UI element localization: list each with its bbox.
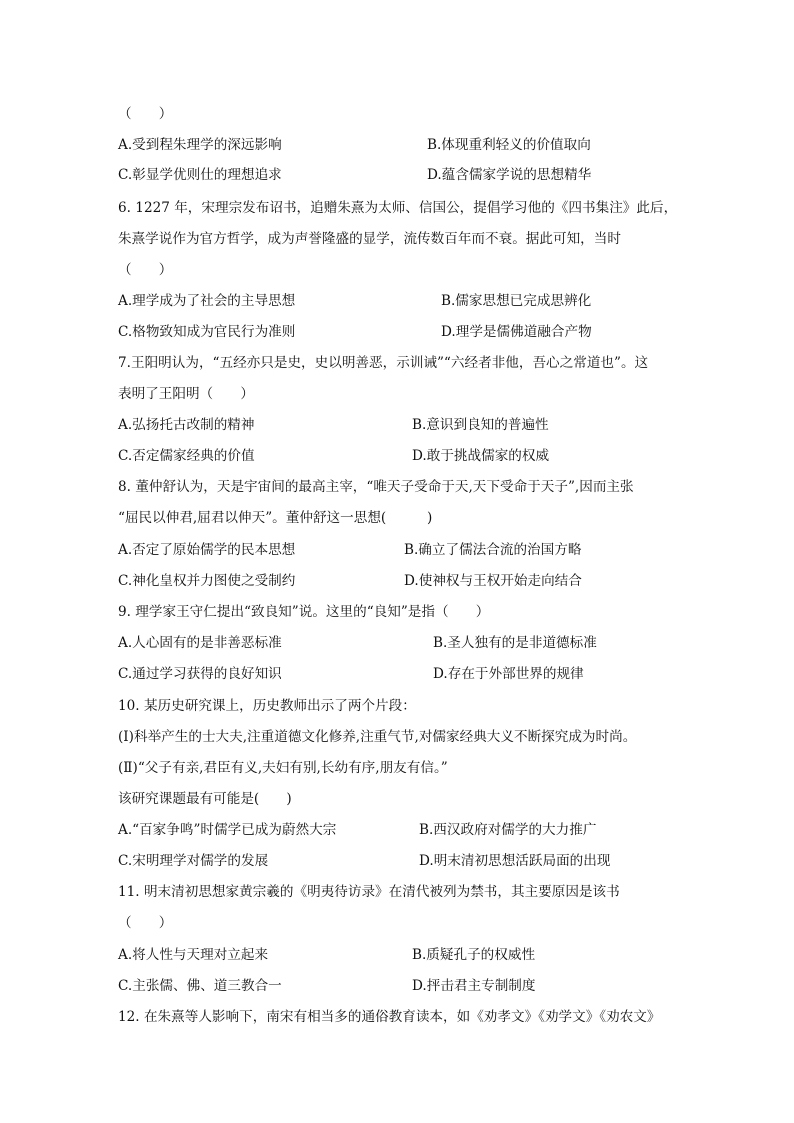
q6-option-b: B.儒家思想已完成思辨化 [441, 293, 592, 309]
q5-option-c: C.彰显学优则仕的理想追求 [118, 167, 282, 183]
q8-stem-line2: “屈民以伸君,屈君以伸天”。董仲舒这一思想( ) [118, 510, 433, 526]
q7-option-b: B.意识到良知的普遍性 [412, 417, 549, 433]
q10-option-a: A.“百家争鸣”时儒学已成为蔚然大宗 [118, 822, 337, 838]
q5-option-b: B.体现重利轻义的价值取向 [427, 137, 591, 153]
q5-option-d: D.蕴含儒家学说的思想精华 [427, 167, 592, 183]
q5-option-a: A.受到程朱理学的深远影响 [118, 137, 282, 153]
q8-stem-line1: 8. 董仲舒认为，天是宇宙间的最高主宰，“唯天子受命于天,天下受命于天子”,因而主张 [118, 479, 634, 495]
q10-stem-line1: 10. 某历史研究课上，历史教师出示了两个片段： [118, 698, 416, 714]
q11-option-b: B.质疑孔子的权威性 [412, 947, 536, 963]
q6-stem-line2: 朱熹学说作为官方哲学，成为声誉隆盛的显学，流传数百年而不衰。据此可知，当时 [118, 231, 621, 247]
q7-option-c: C.否定儒家经典的价值 [118, 448, 255, 464]
q8-option-d: D.使神权与王权开始走向结合 [404, 573, 582, 589]
q9-option-d: D.存在于外部世界的规律 [433, 666, 584, 682]
q10-excerpt-1: (Ⅰ)科举产生的士大夫,注重道德文化修养,注重气节,对儒家经典大义不断探究成为时尚。 [118, 729, 637, 745]
q11-blank: （ ） [118, 915, 173, 931]
q6-option-c: C.格物致知成为官民行为准则 [118, 324, 296, 340]
q6-option-a: A.理学成为了社会的主导思想 [118, 293, 296, 309]
q6-option-d: D.理学是儒佛道融合产物 [441, 324, 592, 340]
q12-stem-line1: 12. 在朱熹等人影响下，南宋有相当多的通俗教育读本，如《劝孝文》《劝学文》《劝农文》 [118, 1009, 661, 1025]
q7-option-d: D.敢于挑战儒家的权威 [412, 448, 550, 464]
q10-option-d: D.明末清初思想活跃局面的出现 [419, 853, 611, 869]
q8-option-b: B.确立了儒法合流的治国方略 [404, 542, 582, 558]
q10-option-c: C.宋明理学对儒学的发展 [118, 853, 269, 869]
q9-stem-line1: 9. 理学家王守仁提出“致良知”说。这里的“良知”是指（ ） [118, 604, 490, 620]
q7-option-a: A.弘扬托古改制的精神 [118, 417, 255, 433]
q7-stem-line2: 表明了王阳明（ ） [118, 386, 254, 402]
q5-blank: （ ） [118, 106, 173, 122]
q11-option-c: C.主张儒、佛、道三教合一 [118, 978, 282, 994]
q9-option-b: B.圣人独有的是非道德标准 [433, 635, 597, 651]
q9-option-c: C.通过学习获得的良好知识 [118, 666, 282, 682]
q10-question: 该研究课题最有可能是( ) [118, 791, 292, 807]
q11-option-d: D.抨击君主专制制度 [412, 978, 536, 994]
q9-option-a: A.人心固有的是非善恶标准 [118, 635, 282, 651]
q6-blank: （ ） [118, 262, 173, 278]
q11-stem-line1: 11. 明末清初思想家黄宗羲的《明夷待访录》在清代被列为禁书，其主要原因是该书 [118, 884, 620, 900]
q11-option-a: A.将人性与天理对立起来 [118, 947, 269, 963]
q8-option-a: A.否定了原始儒学的民本思想 [118, 542, 296, 558]
q10-option-b: B.西汉政府对儒学的大力推广 [419, 822, 597, 838]
q8-option-c: C.神化皇权并力图使之受制约 [118, 573, 296, 589]
q10-excerpt-2: (Ⅱ)“父子有亲,君臣有义,夫妇有别,长幼有序,朋友有信。” [118, 760, 448, 776]
q7-stem-line1: 7.王阳明认为，“五经亦只是史，史以明善恶，示训诫”“六经者非他，吾心之常道也”。这 [118, 355, 649, 371]
q6-stem-line1: 6. 1227 年，宋理宗发布诏书，追赠朱熹为太师、信国公，提倡学习他的《四书集注》此后， [118, 200, 678, 216]
